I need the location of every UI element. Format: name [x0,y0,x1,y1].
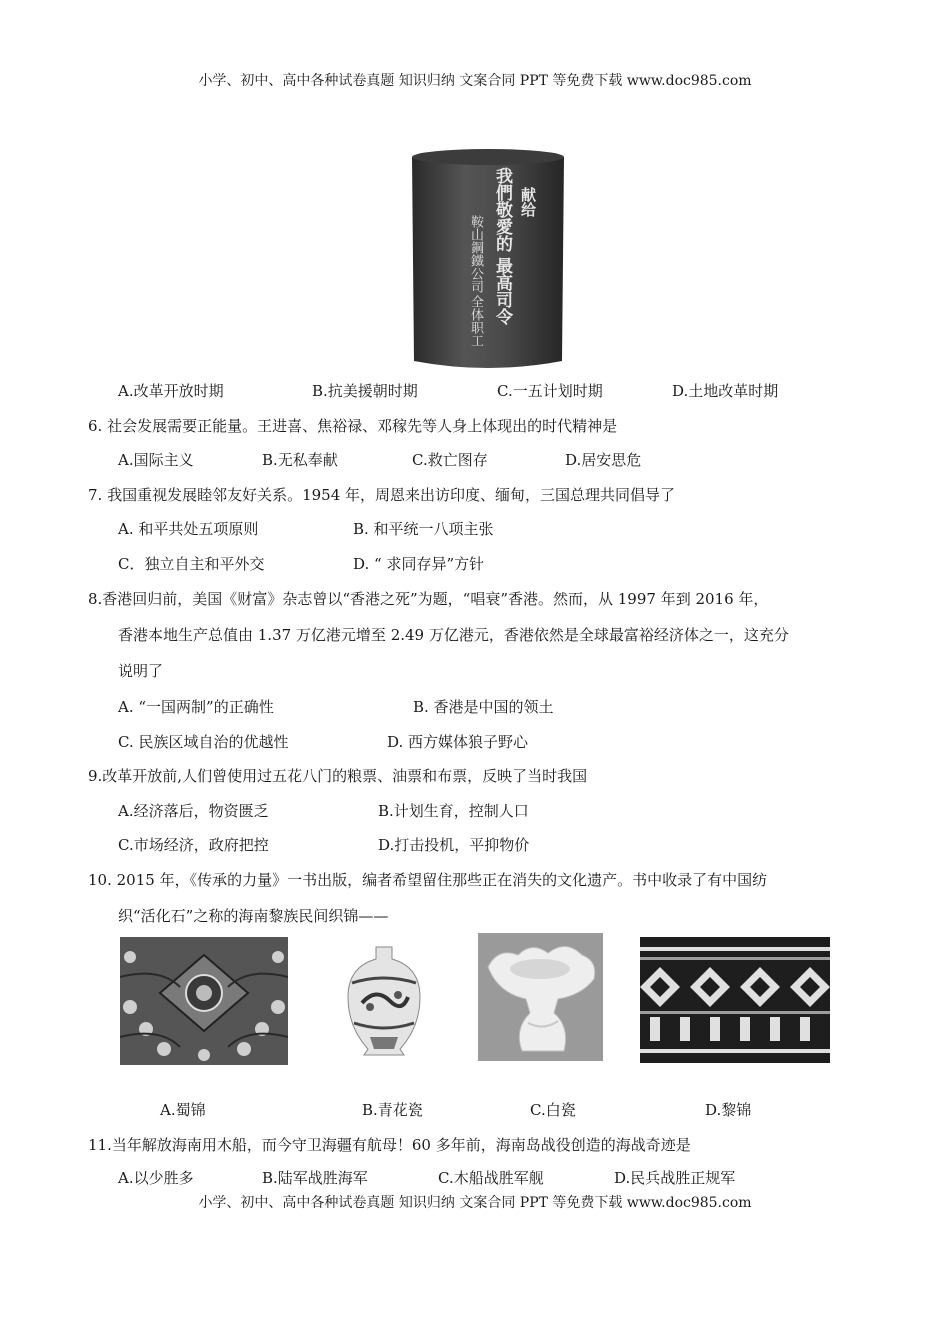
q8-option-d[interactable]: D. 西方媒体狼子野心 [387,733,529,751]
q8-option-b[interactable]: B. 香港是中国的领土 [413,698,554,716]
q11-stem: 11.当年解放海南用木船，而今守卫海疆有航母！60 多年前，海南岛战役创造的海战奇迹是 [88,1136,691,1154]
q5-option-d[interactable]: D.土地改革时期 [672,382,779,400]
q8-option-a[interactable]: A. “一国两制”的正确性 [118,698,274,716]
page-header: 小学、初中、高中各种试卷真题 知识归纳 文案合同 PPT 等免费下载 www.doc985.com [198,73,752,89]
q10-stem-line-1: 10. 2015 年，《传承的力量》一书出版，编者希望留住那些正在消失的文化遗产。书中收录了有中国纺 [88,871,768,889]
q7-stem: 7. 我国重视发展睦邻友好关系。1954 年，周恩来出访印度、缅甸，三国总理共同倡导了 [88,486,676,504]
q6-option-a[interactable]: A.国际主义 [118,451,194,469]
q6-option-b[interactable]: B.无私奉献 [262,451,338,469]
q8-stem-line-2: 香港本地生产总值由 1.37 万亿港元增至 2.49 万亿港元，香港依然是全球最富裕经济体之一，这充分 [118,626,789,644]
q10-option-d[interactable]: D.黎锦 [705,1101,752,1119]
q6-option-d[interactable]: D.居安思危 [565,451,642,469]
q7-option-c[interactable]: C．独立自主和平外交 [118,555,265,573]
q11-option-c[interactable]: C.木船战胜军舰 [438,1169,544,1187]
q6-option-c[interactable]: C.救亡图存 [412,451,488,469]
q10-option-c[interactable]: C.白瓷 [530,1101,576,1119]
q6-stem: 6. 社会发展需要正能量。王进喜、焦裕禄、邓稼先等人身上体现出的时代精神是 [88,417,618,435]
white-porcelain-image [478,933,603,1061]
q9-option-c[interactable]: C.市场经济，政府把控 [118,836,269,854]
brush-pot-inscription: 献给 我們敬愛的 最高司令 鞍山鋼鐵公司 全体职工 [468,167,537,347]
q8-stem-line-1: 8.香港回归前，美国《财富》杂志曾以“香港之死”为题，“唱衰”香港。然而，从 1997 年到 2016 年， [88,590,769,608]
q5-option-c[interactable]: C.一五计划时期 [497,382,603,400]
q8-option-c[interactable]: C. 民族区域自治的优越性 [118,733,289,751]
q10-option-b[interactable]: B.青花瓷 [362,1101,423,1119]
blue-white-porcelain-image [320,937,448,1065]
q5-option-a[interactable]: A.改革开放时期 [118,382,224,400]
q8-stem-line-3: 说明了 [118,662,164,680]
shu-brocade-image [120,937,288,1065]
q5-option-b[interactable]: B.抗美援朝时期 [312,382,418,400]
q9-option-b[interactable]: B.计划生育，控制人口 [378,802,529,820]
brush-pot-image [408,147,568,373]
q9-option-d[interactable]: D.打击投机，平抑物价 [378,836,530,854]
li-brocade-image [640,937,830,1063]
q7-option-b[interactable]: B. 和平统一八项主张 [353,520,494,538]
page-footer: 小学、初中、高中各种试卷真题 知识归纳 文案合同 PPT 等免费下载 www.doc985.com [198,1195,752,1211]
q7-option-d[interactable]: D. “ 求同存异”方针 [353,555,485,573]
q11-option-b[interactable]: B.陆军战胜海军 [262,1169,368,1187]
q10-stem-line-2: 织“活化石”之称的海南黎族民间织锦—— [118,907,389,925]
q9-stem: 9.改革开放前,人们曾使用过五花八门的粮票、油票和布票，反映了当时我国 [88,767,588,785]
q11-option-d[interactable]: D.民兵战胜正规军 [614,1169,736,1187]
q11-option-a[interactable]: A.以少胜多 [118,1169,194,1187]
q7-option-a[interactable]: A. 和平共处五项原则 [118,520,259,538]
q10-option-a[interactable]: A.蜀锦 [160,1101,206,1119]
q9-option-a[interactable]: A.经济落后，物资匮乏 [118,802,269,820]
